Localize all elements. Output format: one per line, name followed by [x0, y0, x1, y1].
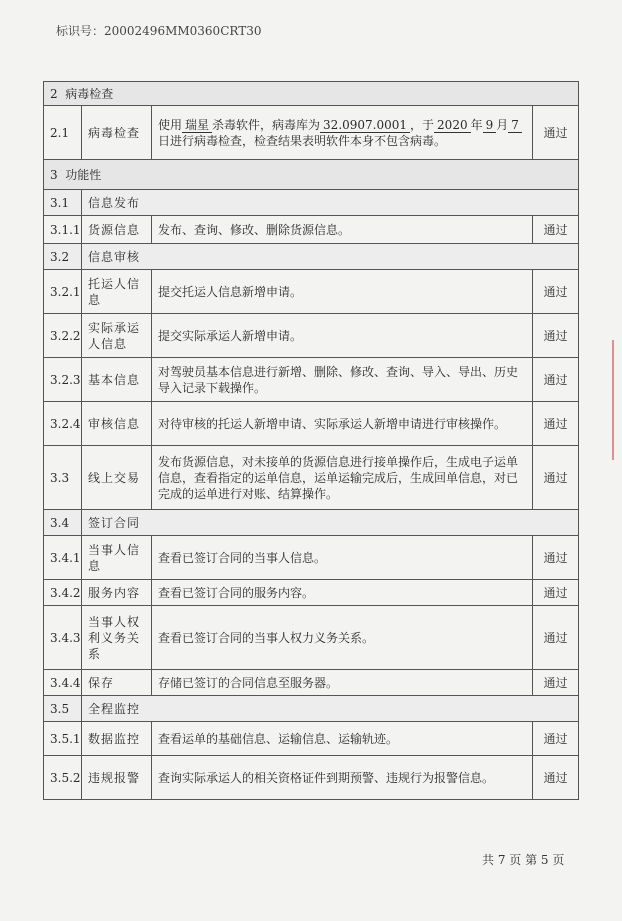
antivirus-vendor: 瑞星 [182, 118, 212, 133]
row-name: 病毒检查 [82, 106, 152, 160]
row-number: 3.2.1 [44, 270, 82, 314]
row-number: 3.5.2 [44, 756, 82, 800]
row-name: 信息审核 [82, 244, 579, 270]
row-description: 发布、查询、修改、删除货源信息。 [152, 216, 533, 244]
section-num: 2 [50, 86, 58, 101]
table-row [44, 722, 579, 756]
section-row-virus [44, 82, 579, 106]
row-name: 线上交易 [82, 446, 152, 510]
row-description: 对待审核的托运人新增申请、实际承运人新增申请进行审核操作。 [152, 402, 533, 446]
row-number: 3.2.4 [44, 402, 82, 446]
row-name: 全程监控 [82, 696, 579, 722]
table-row [44, 216, 579, 244]
row-number: 3.4.3 [44, 606, 82, 670]
row-description: 查看运单的基础信息、运输信息、运输轨迹。 [152, 722, 533, 756]
table-row [44, 402, 579, 446]
section-title-function [44, 160, 579, 190]
row-number: 3.4.2 [44, 580, 82, 606]
row-name: 当事人权利义务关系 [82, 606, 152, 670]
table-row [44, 314, 579, 358]
row-description: 提交托运人信息新增申请。 [152, 270, 533, 314]
desc-part: 年 [470, 117, 483, 132]
row-name: 实际承运人信息 [82, 314, 152, 358]
check-month: 9 [483, 118, 497, 133]
row-number: 3.4.1 [44, 536, 82, 580]
row-result: 通过 [532, 580, 578, 606]
document-id: 标识号：20002496MM0360CRT30 [56, 24, 262, 38]
table-row [44, 756, 579, 800]
row-name: 数据监控 [82, 722, 152, 756]
row-result: 通过 [532, 536, 578, 580]
row-number: 3.4 [44, 510, 82, 536]
row-description: 查看已签订合同的当事人信息。 [152, 536, 533, 580]
table-row [44, 580, 579, 606]
desc-part: 日进行病毒检查，检查结果表明软件本身不包含病毒。 [158, 133, 447, 148]
table-row [44, 270, 579, 314]
section-title: 病毒检查 [65, 86, 114, 101]
table-row [44, 446, 579, 510]
row-description: 提交实际承运人新增申请。 [152, 314, 533, 358]
subsection-row [44, 696, 579, 722]
row-name: 当事人信息 [82, 536, 152, 580]
table-row [44, 670, 579, 696]
section-title-virus [44, 82, 579, 106]
page-number: 共 7 页 第 5 页 [482, 853, 565, 867]
row-number: 3.2.2 [44, 314, 82, 358]
row-description: 查看已签订合同的服务内容。 [152, 580, 533, 606]
row-result: 通过 [532, 670, 578, 696]
row-result: 通过 [532, 756, 578, 800]
row-name: 基本信息 [82, 358, 152, 402]
desc-part: 使用 [158, 117, 183, 132]
row-name: 服务内容 [82, 580, 152, 606]
row-number: 3.1 [44, 190, 82, 216]
row-result: 通过 [532, 314, 578, 358]
row-description: 存储已签订的合同信息至服务器。 [152, 670, 533, 696]
row-name: 货源信息 [82, 216, 152, 244]
virus-db-version: 32.0907.0001 [320, 118, 410, 133]
table-row [44, 536, 579, 580]
row-description: 发布货源信息，对未接单的货源信息进行接单操作后，生成电子运单信息，查看指定的运单信息，运单运输完成后，生成回单信息，对已完成的运单进行对账、结算操作。 [152, 446, 533, 510]
row-result: 通过 [532, 402, 578, 446]
row-result: 通过 [532, 216, 578, 244]
subsection-row [44, 510, 579, 536]
row-result: 通过 [532, 606, 578, 670]
row-number: 2.1 [44, 106, 82, 160]
desc-part: ，于 [410, 117, 435, 132]
row-name: 签订合同 [82, 510, 579, 536]
red-stamp-fragment [612, 340, 622, 460]
table-row [44, 606, 579, 670]
row-description: 查询实际承运人的相关资格证件到期预警、违规行为报警信息。 [152, 756, 533, 800]
test-results-table [43, 81, 579, 800]
check-year: 2020 [434, 118, 471, 133]
row-result: 通过 [532, 358, 578, 402]
check-day: 7 [508, 118, 522, 133]
row-name: 托运人信息 [82, 270, 152, 314]
section-num: 3 [50, 167, 58, 182]
subsection-row [44, 244, 579, 270]
desc-part: 月 [496, 117, 509, 132]
subsection-row [44, 190, 579, 216]
row-name: 保存 [82, 670, 152, 696]
row-result: 通过 [532, 722, 578, 756]
row-number: 3.5 [44, 696, 82, 722]
row-number: 3.2.3 [44, 358, 82, 402]
desc-part: 杀毒软件，病毒库为 [212, 117, 321, 132]
row-number: 3.3 [44, 446, 82, 510]
row-result: 通过 [532, 106, 578, 160]
row-description [152, 106, 533, 160]
row-description: 查看已签订合同的当事人权力义务关系。 [152, 606, 533, 670]
row-description: 对驾驶员基本信息进行新增、删除、修改、查询、导入、导出、历史导入记录下载操作。 [152, 358, 533, 402]
row-name: 违规报警 [82, 756, 152, 800]
section-title: 功能性 [65, 167, 102, 182]
row-result: 通过 [532, 446, 578, 510]
row-number: 3.5.1 [44, 722, 82, 756]
row-number: 3.2 [44, 244, 82, 270]
row-result: 通过 [532, 270, 578, 314]
table-row [44, 106, 579, 160]
row-number: 3.1.1 [44, 216, 82, 244]
row-number: 3.4.4 [44, 670, 82, 696]
row-name: 审核信息 [82, 402, 152, 446]
table-row [44, 358, 579, 402]
section-row-function [44, 160, 579, 190]
row-name: 信息发布 [82, 190, 579, 216]
